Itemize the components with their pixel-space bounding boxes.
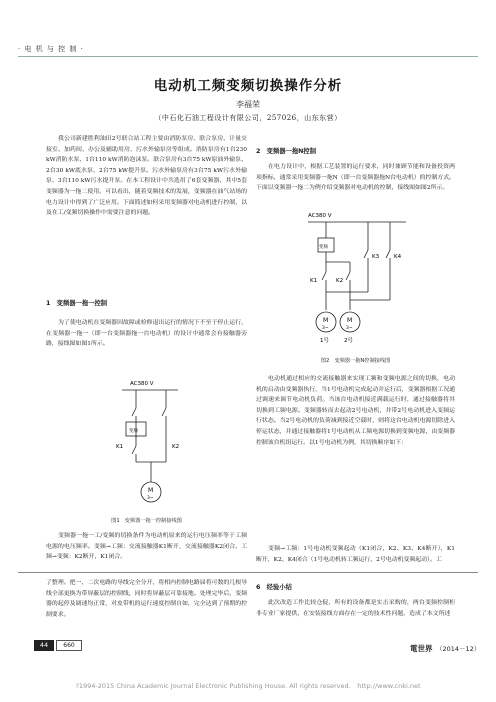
col1-paragraph-3: 了整理。把一、二次电路的导线完全分开，将相内控制电路届将可数的几根导线全部更换为带屏蔽层的控制线，同时将屏蔽层可靠接地。处理完毕后，变频器的起停及调速均正常，对皮带机的运行速度控制自如，完全达到了预期的控制要求。 bbox=[46, 580, 247, 618]
fig2-m1-label: M bbox=[323, 317, 329, 324]
issue-number: 660 bbox=[56, 640, 82, 651]
fig2-k4-label: K4 bbox=[394, 254, 402, 260]
section-tag: · 电 机 与 控 制 · bbox=[18, 45, 84, 53]
fig2-supply-label: AC380 V bbox=[308, 213, 332, 219]
col2-paragraph-2: 电动机通过相应的交流接触器来实现工频和变频电源之间的切换，电动机的启动由变频器执行，当1号电动机完成起动并运行后，变频器根据工况通过调速来调节电动机负荷。当该台电动机接近满载运行时，通过接触器将其切换到工频电源。变频器转而去起动2号电动机，并带2号电动机进入变频运行状态。当2号电动机的负荷减到接近空载时，则将这台电动机电源切除进入停运状态，并通过接触器将1号电动机从工频电源切换到变频电源，由变频器控制该台机组运行。以1号电动机为例，其切换顺序如下： bbox=[256, 376, 455, 446]
fig1-k2-label: K2 bbox=[172, 444, 180, 450]
fig1-k1-label: K1 bbox=[116, 444, 124, 450]
page-number: 44 bbox=[34, 640, 54, 651]
header-rule bbox=[18, 56, 478, 57]
journal-issue: （2014－12） bbox=[436, 645, 481, 653]
fig2-k3-label: K3 bbox=[372, 254, 380, 260]
journal-logo: 電世界 bbox=[410, 644, 433, 653]
col2-heading-2: 2 变频器一拖N控制 bbox=[256, 148, 317, 155]
col2-paragraph-4: 此次改造工作比较仓促，所有的设备都是实击采购的，两台变频控制柜非专业厂家提供，在安装接线方面存在一定的技术性问题，造成了本文所述 bbox=[256, 600, 455, 617]
col1-heading-1: 1 变频器一拖一控制 bbox=[46, 300, 108, 307]
fig1-motor-label: M bbox=[148, 487, 154, 494]
col2-paragraph-3: 变频→工频：1号电动机变频起动（K1闭合，K2、K3、K4断开），K1断开，K2、K4闭合（1号电动机转工频运行，2号电动机变频起动）。工 bbox=[256, 546, 455, 563]
fig2-k1-label: K1 bbox=[310, 278, 318, 284]
section-divider bbox=[18, 572, 478, 573]
fig2-k2-label: K2 bbox=[336, 278, 344, 284]
fig2-m2-label: M bbox=[347, 317, 353, 324]
fig2-motor1-label: 1号 bbox=[320, 338, 329, 344]
col1-paragraph-1: 为了使电动机在变频器因故障或检修退出运行的情况下不至于停止运行，在变频器一拖一（即一台变频器拖一台电动机）的设计中通常会有接触器旁路，接线图如图1所示。 bbox=[46, 320, 247, 348]
article-title: 电动机工频变频切换操作分析 bbox=[153, 78, 343, 94]
col2-paragraph-1: 在电力设计中，根据工艺装置的运行要求，同时兼顾节能和设备投资两项指标，通常采用变频器一拖N（即一台变频器拖N台电动机）的控制方式。下面以变频器一拖二为例介绍变频器对电动机的控制，接线图如图2所示。 bbox=[256, 164, 455, 192]
figure-1-diagram bbox=[92, 378, 212, 513]
article-author: 李福荣 bbox=[236, 100, 260, 109]
fig1-vfd-label: 变频 bbox=[129, 429, 138, 434]
fig2-m1-sub: 3~ bbox=[322, 326, 329, 331]
col2-heading-6: 6 经验小结 bbox=[256, 584, 292, 591]
figure-2-diagram bbox=[306, 210, 416, 360]
article-affiliation: （中石化石油工程设计有限公司，257026，山东东营） bbox=[154, 114, 342, 122]
fig1-caption: 图1 变频器一拖一控制接线图 bbox=[111, 518, 182, 524]
fig1-supply-label: AC380 V bbox=[130, 381, 154, 387]
copyright-footer: ?1994-2015 China Academic Journal Electronic Publishing House. All rights reserved. http://www.cnki.net bbox=[75, 682, 421, 690]
col1-intro: 我公司新建胜利油田2号联合站工程主要由消防泵房、联合泵房、计量交接室、加药间、办公及辅助用房、污水外输泵房等组成。消防泵房有1台230 kW消防水泵、1台110 kW消防泡沫泵。联合泵房有3台75 kW原油外输泵、2台30 kW底水泵、2台75 kW提升泵。污水外输泵房有3台75 kW污水外输泵、3台110 kW污水提升泵。在本工程设计中共选用了6套变频器，其中5套变频器为一拖二使用。可以看出，随着变频技术的发展，变频器在油气站场的电力设计中得到了广泛应用。下面简述如何采用变频器对电动机进行控制，以及在工/变频切换操作中需要注意的问题。 bbox=[46, 136, 247, 217]
fig2-vfd-label: 变频 bbox=[319, 245, 328, 250]
col1-paragraph-2: 变频器一拖一工/变频的切换条件为电动机原来的运行电压频率等于工频电源的电压频率。变频→工频：交流接触器K1断开，交流接触器K2闭合。工频→变频：K2断开，K1闭合。 bbox=[46, 533, 247, 561]
fig2-caption: 图2 变频器一拖N控制接线图 bbox=[320, 358, 391, 364]
fig1-motor-sub: 3~ bbox=[147, 496, 154, 501]
fig2-m2-sub: 3~ bbox=[346, 326, 353, 331]
fig2-motor2-label: 2号 bbox=[344, 338, 353, 344]
